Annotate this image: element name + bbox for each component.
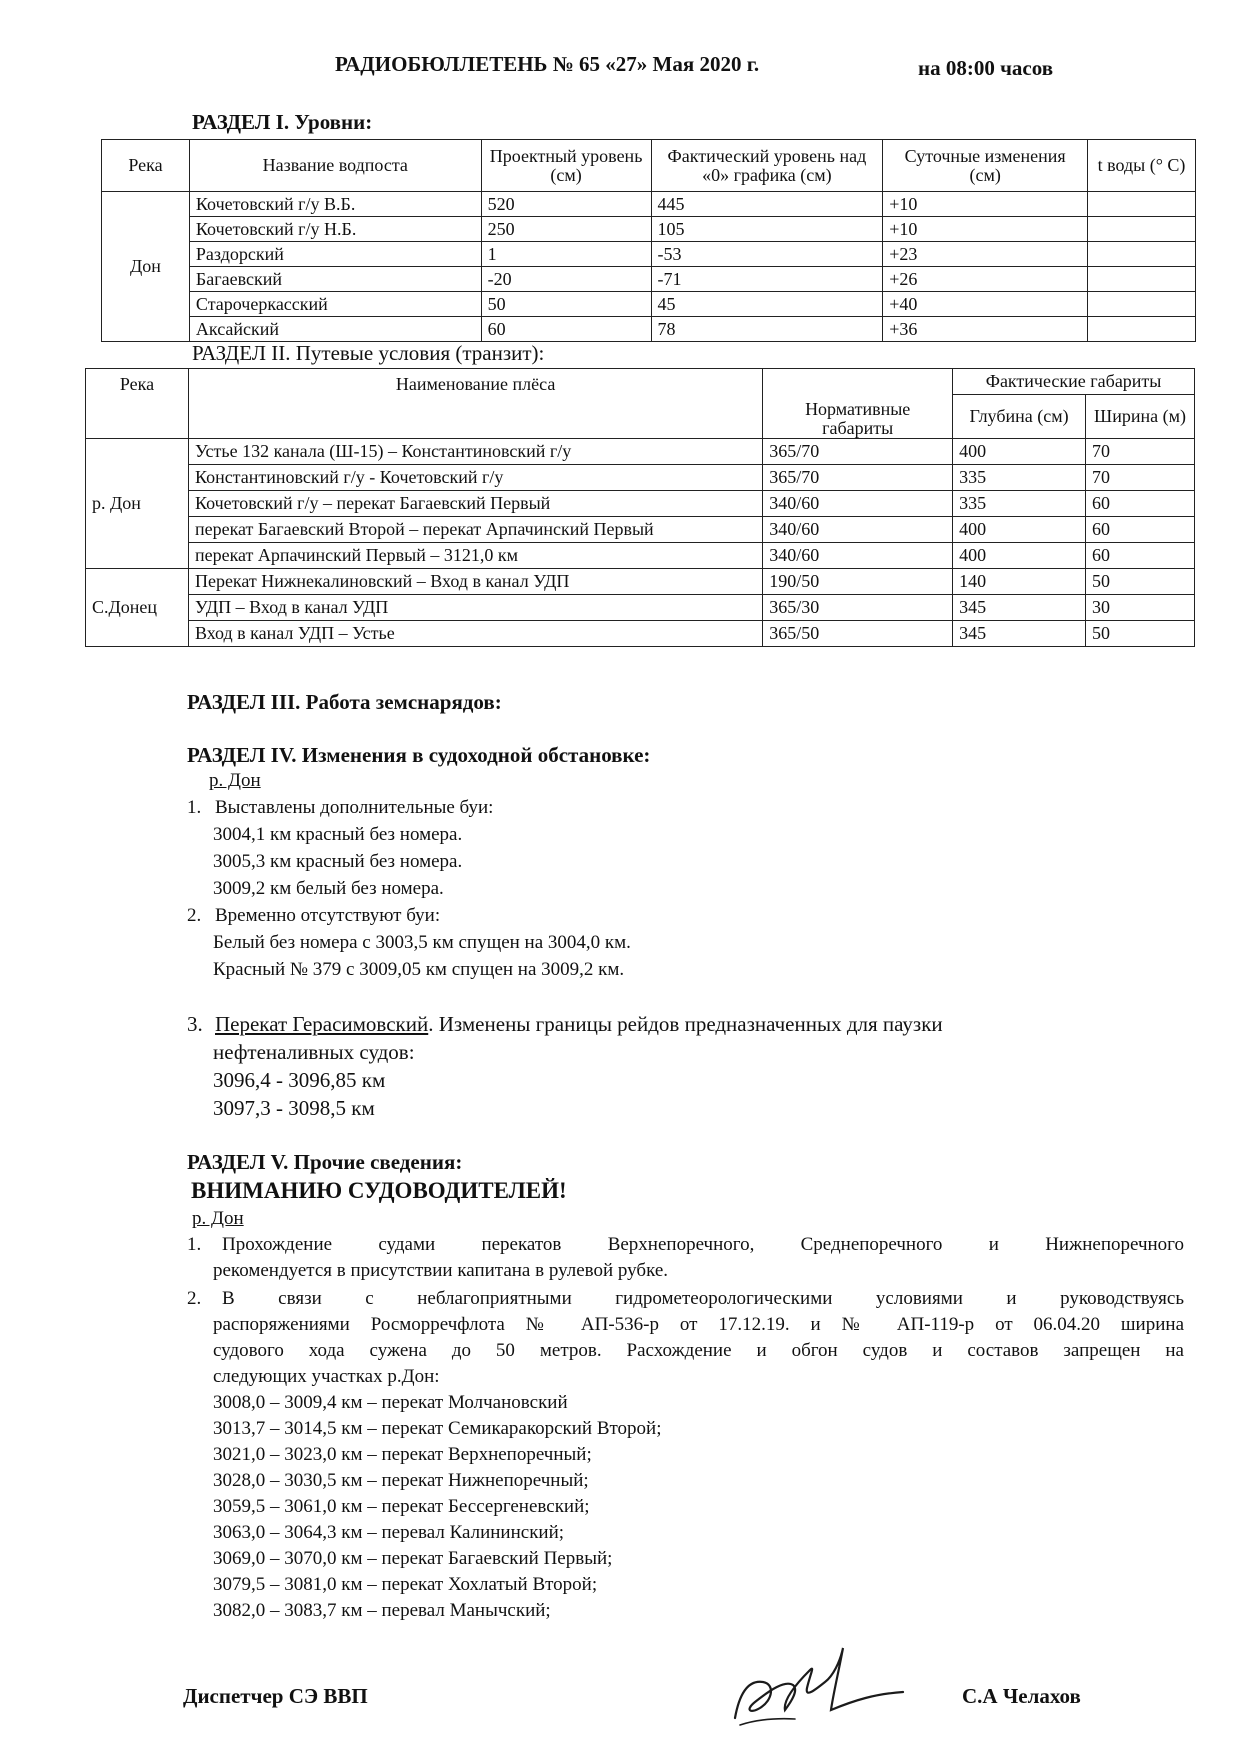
water-temp — [1088, 292, 1196, 317]
bulletin-time: на 08:00 часов — [918, 56, 1054, 80]
actual-depth: 400 — [953, 517, 1086, 543]
rift-name: Перекат Герасимовский — [215, 1012, 429, 1036]
water-temp — [1088, 242, 1196, 267]
list-subitem: Белый без номера с 3003,5 км спущен на 3004,0 км. — [213, 932, 631, 953]
table-row — [86, 569, 1195, 595]
header-depth: Глубина (см) — [953, 395, 1086, 439]
table-row — [102, 217, 1196, 242]
section3-title: РАЗДЕЛ III. Работа земснарядов: — [187, 690, 502, 714]
daily-change: +36 — [883, 317, 1088, 342]
table-row — [86, 439, 1195, 465]
list-item-continuation: судового хода сужена до 50 метров. Расхождение и обгон судов и составов запрещен на — [213, 1340, 1184, 1361]
section5-river — [192, 1208, 244, 1230]
daily-change: +10 — [883, 217, 1088, 242]
normative-dim: 365/50 — [763, 621, 953, 647]
actual-width: 50 — [1086, 569, 1195, 595]
segment-item: 3079,5 – 3081,0 км – перекат Хохлатый Второй; — [213, 1574, 598, 1595]
header-river: Река — [86, 369, 189, 439]
list-subitem: 3096,4 - 3096,85 км — [213, 1068, 386, 1092]
list-item: В связи с неблагоприятными гидрометеорологическими условиями и руководствуясь — [222, 1288, 1184, 1309]
list-item-number: 1. — [187, 1234, 202, 1255]
post-name: Кочетовский г/у Н.Б. — [189, 217, 481, 242]
actual-depth: 400 — [953, 543, 1086, 569]
reach-name: перекат Арпачинский Первый – 3121,0 км — [188, 543, 762, 569]
segment-item: 3028,0 – 3030,5 км – перекат Нижнепоречный; — [213, 1470, 589, 1491]
levels-table — [101, 139, 1196, 342]
reach-name: Константиновский г/у - Кочетовский г/у — [188, 465, 762, 491]
actual-level: -71 — [651, 267, 883, 292]
bulletin-title: РАДИОБЮЛЛЕТЕНЬ № 65 «27» Мая 2020 г. — [335, 52, 760, 76]
reach-name: Устье 132 канала (Ш-15) – Константиновский г/у — [188, 439, 762, 465]
design-level: 50 — [481, 292, 651, 317]
actual-level: 105 — [651, 217, 883, 242]
header-water-temp: t воды (° C) — [1088, 140, 1196, 192]
header-width: Ширина (м) — [1086, 395, 1195, 439]
transit-table — [85, 368, 1195, 647]
list-item-continuation: распоряжениями Росморречфлота № АП-536-р от 17.12.19. и № АП-119-р от 06.04.20 ширина — [213, 1314, 1184, 1335]
water-temp — [1088, 192, 1196, 217]
list-item — [215, 1012, 943, 1037]
table-row — [86, 543, 1195, 569]
actual-width: 60 — [1086, 491, 1195, 517]
river-cell: С.Донец — [86, 569, 189, 647]
list-subitem: 3004,1 км красный без номера. — [213, 824, 463, 845]
list-subitem: 3009,2 км белый без номера. — [213, 878, 444, 899]
table-row — [86, 517, 1195, 543]
post-name: Раздорский — [189, 242, 481, 267]
header-post-name: Название водпоста — [189, 140, 481, 192]
table-row — [102, 292, 1196, 317]
table-row — [86, 491, 1195, 517]
segment-item: 3008,0 – 3009,4 км – перекат Молчановский — [213, 1392, 568, 1413]
actual-level: 445 — [651, 192, 883, 217]
actual-depth: 335 — [953, 465, 1086, 491]
actual-level: -53 — [651, 242, 883, 267]
section2-title: РАЗДЕЛ II. Путевые условия (транзит): — [192, 341, 545, 365]
reach-name: Перекат Нижнекалиновский – Вход в канал УДП — [188, 569, 762, 595]
segment-item: 3013,7 – 3014,5 км – перекат Семикаракорский Второй; — [213, 1418, 662, 1439]
list-item-continuation: нефтеналивных судов: — [213, 1040, 415, 1064]
dispatcher-name: С.А Челахов — [962, 1684, 1081, 1708]
river-cell: р. Дон — [86, 439, 189, 569]
section1-title: РАЗДЕЛ I. Уровни: — [192, 110, 373, 134]
normative-dim: 365/30 — [763, 595, 953, 621]
actual-level: 78 — [651, 317, 883, 342]
actual-width: 70 — [1086, 439, 1195, 465]
list-subitem: 3097,3 - 3098,5 км — [213, 1096, 375, 1120]
list-item: Временно отсутствуют буи: — [215, 905, 441, 926]
actual-depth: 335 — [953, 491, 1086, 517]
actual-depth: 400 — [953, 439, 1086, 465]
header-design-level: Проектный уровень (см) — [481, 140, 651, 192]
normative-dim: 190/50 — [763, 569, 953, 595]
river-name: р. Дон — [192, 1208, 244, 1229]
segment-item: 3069,0 – 3070,0 км – перекат Багаевский Первый; — [213, 1548, 613, 1569]
header-reach: Наименование плёса — [188, 369, 762, 439]
actual-level: 45 — [651, 292, 883, 317]
post-name: Аксайский — [189, 317, 481, 342]
header-actual-level: Фактический уровень над «0» графика (см) — [651, 140, 883, 192]
table-row — [102, 192, 1196, 217]
river-name: р. Дон — [209, 770, 261, 791]
actual-width: 50 — [1086, 621, 1195, 647]
reach-name: перекат Багаевский Второй – перекат Арпачинский Первый — [188, 517, 762, 543]
river-cell: Дон — [102, 192, 190, 342]
section4-river — [209, 770, 261, 792]
list-subitem: Красный № 379 с 3009,05 км спущен на 3009,2 км. — [213, 959, 625, 980]
list-item-continuation: следующих участках р.Дон: — [213, 1366, 440, 1387]
segment-item: 3059,5 – 3061,0 км – перекат Бессергеневский; — [213, 1496, 590, 1517]
header-river: Река — [102, 140, 190, 192]
daily-change: +23 — [883, 242, 1088, 267]
section5-title: РАЗДЕЛ V. Прочие сведения: — [187, 1150, 463, 1174]
daily-change: +26 — [883, 267, 1088, 292]
segment-item: 3082,0 – 3083,7 км – перевал Манычский; — [213, 1600, 551, 1621]
actual-depth: 345 — [953, 621, 1086, 647]
actual-width: 60 — [1086, 517, 1195, 543]
reach-name: Вход в канал УДП – Устье — [188, 621, 762, 647]
normative-dim: 365/70 — [763, 439, 953, 465]
list-item-continuation: рекомендуется в присутствии капитана в рулевой рубке. — [213, 1260, 669, 1281]
segment-item: 3063,0 – 3064,3 км – перевал Калининский; — [213, 1522, 565, 1543]
design-level: 250 — [481, 217, 651, 242]
normative-dim: 340/60 — [763, 491, 953, 517]
actual-width: 70 — [1086, 465, 1195, 491]
water-temp — [1088, 317, 1196, 342]
list-item-number: 2. — [187, 905, 202, 926]
daily-change: +10 — [883, 192, 1088, 217]
segment-item: 3021,0 – 3023,0 км – перекат Верхнепоречный; — [213, 1444, 592, 1465]
attention-heading: ВНИМАНИЮ СУДОВОДИТЕЛЕЙ! — [191, 1178, 567, 1203]
post-name: Кочетовский г/у В.Б. — [189, 192, 481, 217]
list-subitem: 3005,3 км красный без номера. — [213, 851, 463, 872]
water-temp — [1088, 217, 1196, 242]
list-item-number: 1. — [187, 797, 202, 818]
actual-depth: 140 — [953, 569, 1086, 595]
table-row — [102, 242, 1196, 267]
normative-dim: 340/60 — [763, 543, 953, 569]
design-level: 520 — [481, 192, 651, 217]
dispatcher-position: Диспетчер СЭ ВВП — [183, 1684, 368, 1708]
actual-depth: 345 — [953, 595, 1086, 621]
table-row — [102, 267, 1196, 292]
normative-dim: 365/70 — [763, 465, 953, 491]
design-level: -20 — [481, 267, 651, 292]
table-row — [86, 595, 1195, 621]
list-item: Прохождение судами перекатов Верхнепоречного, Среднепоречного и Нижнепоречного — [222, 1234, 1184, 1255]
actual-width: 60 — [1086, 543, 1195, 569]
reach-name: УДП – Вход в канал УДП — [188, 595, 762, 621]
table-row — [86, 465, 1195, 491]
section4-title: РАЗДЕЛ IV. Изменения в судоходной обстановке: — [187, 743, 651, 767]
water-temp — [1088, 267, 1196, 292]
list-item: Выставлены дополнительные буи: — [215, 797, 494, 818]
header-normative: Нормативные габариты — [763, 369, 953, 439]
table-row — [86, 621, 1195, 647]
design-level: 60 — [481, 317, 651, 342]
signature — [715, 1640, 905, 1735]
post-name: Багаевский — [189, 267, 481, 292]
design-level: 1 — [481, 242, 651, 267]
header-actual-dimensions: Фактические габариты — [953, 369, 1195, 395]
header-daily-change: Суточные изменения (см) — [883, 140, 1088, 192]
reach-name: Кочетовский г/у – перекат Багаевский Первый — [188, 491, 762, 517]
post-name: Старочеркасский — [189, 292, 481, 317]
daily-change: +40 — [883, 292, 1088, 317]
item-text: . Изменены границы рейдов предназначенных для паузки — [428, 1012, 943, 1036]
table-row — [102, 317, 1196, 342]
list-item-number: 2. — [187, 1288, 202, 1309]
actual-width: 30 — [1086, 595, 1195, 621]
list-item-number: 3. — [187, 1012, 203, 1036]
normative-dim: 340/60 — [763, 517, 953, 543]
